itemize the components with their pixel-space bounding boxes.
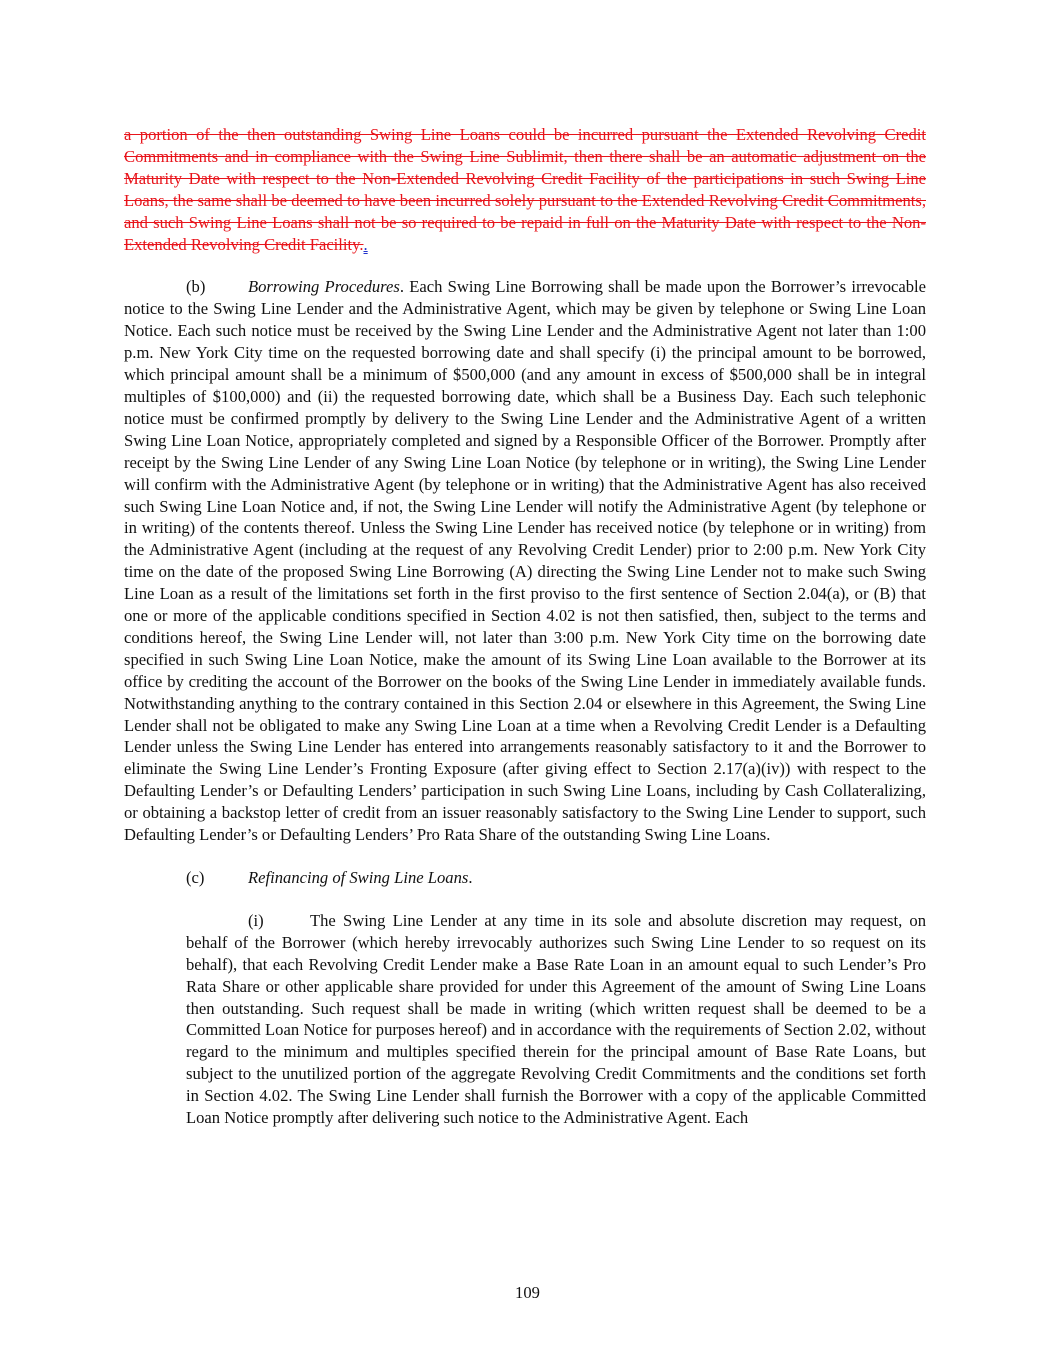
page-number: 109	[515, 1283, 540, 1302]
section-b-number: (b)	[186, 277, 206, 297]
section-c-paragraph	[124, 867, 926, 889]
section-b-text: . Each Swing Line Borrowing shall be made upon the Borrower’s irrevocable notice to the Swing Line Lender and the Administrative Agent, which may be given by telephone or Swing Line Loan Notice. Each such notice must be received by the Swing Line Lender and the Administrative Agent not later than 1:00 p.m. New York City time on the requested borrowing date and shall specify (i) the principal amount to be borrowed, which principal amount shall be a minimum of $500,000 (and any amount in excess of $500,000 shall be in integral multiples of $100,000) and (ii) the requested borrowing date, which shall be a Business Day. Each such telephonic notice must be confirmed promptly by delivery to the Swing Line Lender and the Administrative Agent of a written Swing Line Loan Notice, appropriately completed and signed by a Responsible Officer of the Borrower. Promptly after receipt by the Swing Line Lender of any Swing Line Loan Notice (by telephone or in writing), the Swing Line Lender will confirm with the Administrative Agent (by telephone or in writing) that the Administrative Agent has also received such Swing Line Loan Notice and, if not, the Swing Line Lender will notify the Administrative Agent (by telephone or in writing) of the contents thereof. Unless the Swing Line Lender has received notice (by telephone or in writing) from the Administrative Agent (including at the request of any Revolving Credit Lender) prior to 2:00 p.m. New York City time on the date of the proposed Swing Line Borrowing (A) directing the Swing Line Lender not to make such Swing Line Loan as a result of the limitations set forth in the first proviso to the first sentence of Section 2.04(a), or (B) that one or more of the applicable conditions specified in Section 4.02 is not then satisfied, then, subject to the terms and conditions hereof, the Swing Line Lender will, not later than 3:00 p.m. New York City time on the borrowing date specified in such Swing Line Loan Notice, make the amount of its Swing Line Loan available to the Borrower at its office by crediting the account of the Borrower on the books of the Swing Line Lender in immediately available funds. Notwithstanding anything to the contrary contained in this Section 2.04 or elsewhere in this Agreement, the Swing Line Lender shall not be obligated to make any Swing Line Loan at a time when a Revolving Credit Lender is a Defaulting Lender unless the Swing Line Lender has entered into arrangements reasonably satisfactory to it and the Borrower to eliminate the Swing Line Lender’s Fronting Exposure (after giving effect to Section 2.17(a)(iv)) with respect to the Defaulting Lender’s or Defaulting Lenders’ participation in such Swing Line Loans, including by Cash Collateralizing, or obtaining a backstop letter of credit from an issuer reasonably satisfactory to the Swing Line Lender to support, such Defaulting Lender’s or Defaulting Lenders’ Pro Rata Share of the outstanding Swing Line Loans.	[124, 277, 926, 845]
document-page	[124, 124, 926, 1129]
deleted-paragraph	[124, 124, 926, 255]
inserted-text: .	[363, 234, 368, 254]
section-c-i-number: (i)	[248, 910, 264, 930]
section-c-number: (c)	[186, 868, 205, 887]
section-c-heading: Refinancing of Swing Line Loans	[248, 868, 469, 887]
section-c-i-text: The Swing Line Lender at any time in its sole and absolute discretion may request, on behalf of the Borrower (which hereby irrevocably authorizes such Swing Line Lender to so request on its behalf), that each Revolving Credit Lender make a Base Rate Loan in an amount equal to such Lender’s Pro Rata Share or other applicable share provided for under this Agreement of the amount of Swing Line Loans then outstanding. Such request shall be made in writing (which written request shall be deemed to be a Committed Loan Notice for purposes hereof) and in accordance with the requirements of Section 2.02, without regard to the minimum and multiples specified therein for the principal amount of Base Rate Loans, but subject to the unutilized portion of the aggregate Revolving Credit Commitments and the conditions set forth in Section 4.02. The Swing Line Lender shall furnish the Borrower with a copy of the applicable Committed Loan Notice promptly after delivering such notice to the Administrative Agent. Each	[186, 910, 926, 1128]
section-c-i-paragraph	[124, 910, 926, 1129]
deleted-text: a portion of the then outstanding Swing Line Loans could be incurred pursuant the Extended Revolving Credit Commitments and in compliance with the Swing Line Sublimit, then there shall be an automatic adjustment on the Maturity Date with respect to the Non-Extended Revolving Credit Facility of the participations in such Swing Line Loans, the same shall be deemed to have been incurred solely pursuant to the Extended Revolving Credit Commitments, and such Swing Line Loans shall not be so required to be repaid in full on the Maturity Date with respect to the Non-Extended Revolving Credit Facility.	[124, 125, 926, 254]
section-b-paragraph	[124, 276, 926, 846]
section-b-heading: Borrowing Procedures	[248, 277, 400, 297]
section-c-suffix: .	[468, 868, 473, 887]
